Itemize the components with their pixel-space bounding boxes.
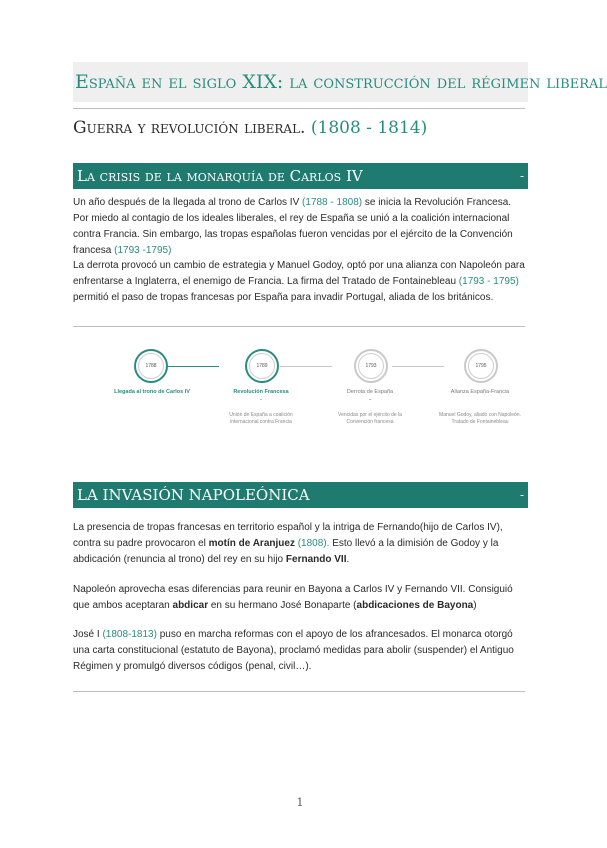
collapse-toggle[interactable]: -: [519, 488, 524, 502]
timeline-connector: [392, 366, 444, 367]
timeline-node: [354, 349, 388, 383]
document-title: España en el siglo XIX: la construcción del régimen liberal: [73, 62, 528, 102]
timeline-connector: [280, 366, 332, 367]
divider: [73, 326, 525, 327]
paragraph: José I (1808-1813) puso en marcha reformas con el apoyo de los afrancesados. El monarca otorgó una carta constitucional (estatuto de Bayona), proclamó medidas para abolir (suspender) el Antiguo Régimen y promulgó diversos códigos (penal, civil…).: [73, 629, 514, 672]
date-reference: (1808).: [294, 538, 330, 549]
timeline-description: Unión de España a coalición internacional contra Francia: [229, 412, 293, 425]
timeline-connector: [167, 366, 219, 367]
timeline-year: 1788: [138, 353, 164, 379]
collapse-toggle[interactable]: -: [519, 169, 524, 183]
timeline-label: Alianza España-Francia: [450, 389, 510, 395]
section-heading-text: LA INVASIÓN NAPOLEÓNICA: [77, 486, 310, 504]
date-reference: (1793 - 1795): [458, 276, 519, 287]
timeline-year: 1789: [249, 353, 275, 379]
paragraph: Napoleón aprovecha esas diferencias para reunir en Bayona a Carlos IV y Fernando VII. Consiguió que ambos aceptaran abdicar en su hermano José Bonaparte (abdicaciones de Bayona): [73, 584, 513, 611]
timeline-node: [245, 349, 279, 383]
timeline-year: 1795: [468, 353, 494, 379]
timeline-dash: -: [260, 397, 262, 403]
section-heading-text: La crisis de la monarquía de Carlos IV: [77, 167, 363, 185]
bold-term: Fernando VII: [285, 554, 347, 565]
paragraph: La derrota provocó un cambio de estrategia y Manuel Godoy, optó por una alianza con Napoleón para enfrentarse a Inglaterra, el enemigo de Francia. La firma del Tratado de Fontainebleau (1793 - 1795) permitió el paso de tropas francesas por España para invadir Portugal, aliada de los británicos.: [73, 260, 525, 303]
divider: [73, 108, 525, 109]
bold-term: abdicaciones de Bayona: [356, 600, 474, 611]
timeline-description: Manuel Godoy, aliado con Napoleón. Tratado de Fontainebleau: [439, 412, 521, 425]
bold-term: abdicar: [172, 600, 209, 611]
subtitle: [73, 118, 427, 138]
paragraph: Un año después de la llegada al trono de Carlos IV (1788 - 1808) se inicia la Revolución Francesa. Por miedo al contagio de los ideales liberales, el rey de España se unió a la coalición internacional contra Francia. Sin embargo, las tropas españolas fueron vencidas por el ejército de la Convención francesa (1793 -1795): [73, 197, 513, 256]
timeline-node: [464, 349, 498, 383]
timeline-dash: -: [369, 397, 371, 403]
date-reference: (1793 -1795): [114, 245, 172, 256]
paragraph: La presencia de tropas francesas en territorio español y la intriga de Fernando(hijo de Carlos IV), contra su padre provocaron el motín de Aranjuez (1808). Esto llevó a la dimisión de Godoy y la abdicación (renuncia al trono) del rey en su hijo Fernando VII.: [73, 522, 503, 565]
subtitle-dates: (1808 - 1814): [310, 118, 428, 138]
date-reference: (1788 - 1808): [302, 197, 363, 208]
date-reference: (1808-1813): [102, 629, 157, 640]
timeline-year: 1793: [358, 353, 384, 379]
section-heading-invasion[interactable]: [73, 482, 528, 508]
timeline-label: Derrota de España: [346, 389, 394, 395]
timeline-label: Llegada al trono de Carlos IV: [114, 389, 190, 395]
page-number: 1: [296, 796, 304, 809]
divider: [73, 691, 525, 692]
section-heading-crisis[interactable]: [73, 163, 528, 189]
timeline-label: Revolución Francesa: [233, 389, 289, 395]
timeline-node: [134, 349, 168, 383]
bold-term: motín de Aranjuez: [208, 538, 295, 549]
timeline-description: Vencidas por el ejército de la Convención francesa: [338, 412, 402, 425]
subtitle-text: Guerra y revolución liberal.: [73, 118, 306, 138]
